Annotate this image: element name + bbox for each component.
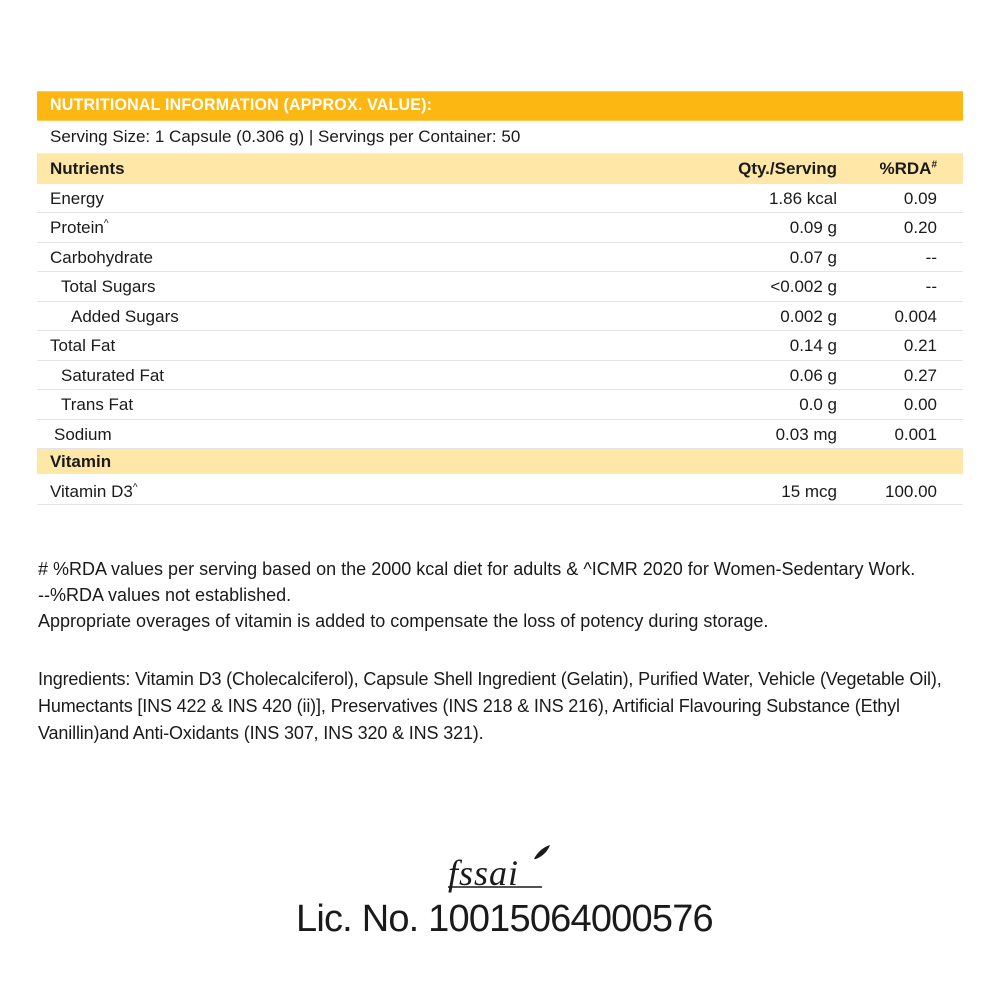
nutrient-rda: 0.20 [903, 218, 937, 237]
vitamin-name: Vitamin D3^ [50, 482, 138, 501]
icmr-caret-mark: ^ [103, 218, 109, 230]
rda-not-established-note: --%RDA values not established. [38, 585, 292, 605]
nutrient-qty: 0.0 g [799, 395, 837, 414]
table-row [37, 184, 963, 214]
header-nutrients: Nutrients [50, 159, 125, 178]
license-number: Lic. No. 10015064000576 [296, 898, 713, 940]
nutrient-qty: 1.86 kcal [768, 188, 837, 208]
table-row [37, 361, 963, 391]
nutrient-name: Trans Fat [61, 395, 134, 414]
table-row [37, 302, 963, 332]
header-rda: %RDA# [879, 159, 937, 178]
rda-hash-mark: # [931, 159, 937, 171]
icmr-caret-mark: ^ [132, 482, 138, 494]
nutrition-panel [37, 92, 963, 505]
table-row [37, 390, 963, 420]
ingredients-text: Ingredients: Vitamin D3 (Cholecalciferol), Capsule Shell Ingredient (Gelatin), Purified Water, Vehicle (Vegetable Oil), Humectants [INS 422 & INS 420 (ii)], Preservatives (INS 218 & INS 216), Artificial Flavouring Substance (Ethyl Vanillin)and Anti-Oxidants (INS 307, INS 320 & INS 321). [38, 669, 942, 743]
overage-note: Appropriate overages of vitamin is added to compensate the loss of potency during storage. [38, 611, 769, 631]
nutrient-rda: -- [925, 277, 937, 296]
vitamin-qty: 15 mcg [781, 482, 837, 501]
nutrient-rda: 0.00 [903, 395, 937, 414]
nutrient-name: Saturated Fat [61, 365, 165, 385]
nutrient-name: Carbohydrate [50, 247, 154, 267]
nutrient-name: Added Sugars [71, 306, 179, 326]
nutrient-name: Total Sugars [61, 277, 156, 296]
nutrient-qty: 0.03 mg [775, 424, 837, 444]
nutrient-qty: <0.002 g [770, 277, 837, 296]
nutrient-rda: -- [925, 247, 937, 267]
table-row [37, 474, 963, 505]
table-row [37, 331, 963, 361]
nutrient-qty: 0.09 g [789, 218, 837, 237]
table-header [37, 154, 963, 184]
serving-info: Serving Size: 1 Capsule (0.306 g) | Servings per Container: 50 [37, 120, 963, 154]
nutrient-qty: 0.002 g [780, 306, 837, 326]
vitamin-section-header [37, 449, 963, 474]
nutrient-qty: 0.14 g [789, 336, 837, 355]
vitamin-section-label: Vitamin [50, 452, 112, 471]
nutrient-rda: 0.004 [894, 306, 937, 326]
nutrient-name: Sodium [54, 424, 112, 444]
nutrient-rda: 0.27 [903, 365, 937, 385]
nutrient-rda: 0.09 [903, 188, 937, 208]
footnotes [38, 556, 973, 634]
vitamin-rda: 100.00 [885, 482, 937, 501]
table-row [37, 272, 963, 302]
nutrient-rda: 0.21 [903, 336, 937, 355]
nutrient-rda: 0.001 [894, 424, 937, 444]
nutrient-qty: 0.06 g [789, 365, 837, 385]
nutrient-qty: 0.07 g [789, 247, 837, 267]
fssai-logo-text: fssai [448, 853, 520, 893]
rda-footnote: # %RDA values per serving based on the 2000 kcal diet for adults & ^ICMR 2020 for Women-Sedentary Work. [38, 559, 916, 579]
header-qty: Qty./Serving [738, 159, 837, 178]
table-row [37, 420, 963, 450]
nutrient-name: Energy [50, 188, 104, 208]
nutrient-name: Protein^ [50, 218, 109, 237]
nutrient-name: Total Fat [50, 336, 116, 355]
table-row [37, 243, 963, 273]
table-row [37, 213, 963, 243]
nutrition-title: NUTRITIONAL INFORMATION (APPROX. VALUE): [37, 91, 963, 120]
